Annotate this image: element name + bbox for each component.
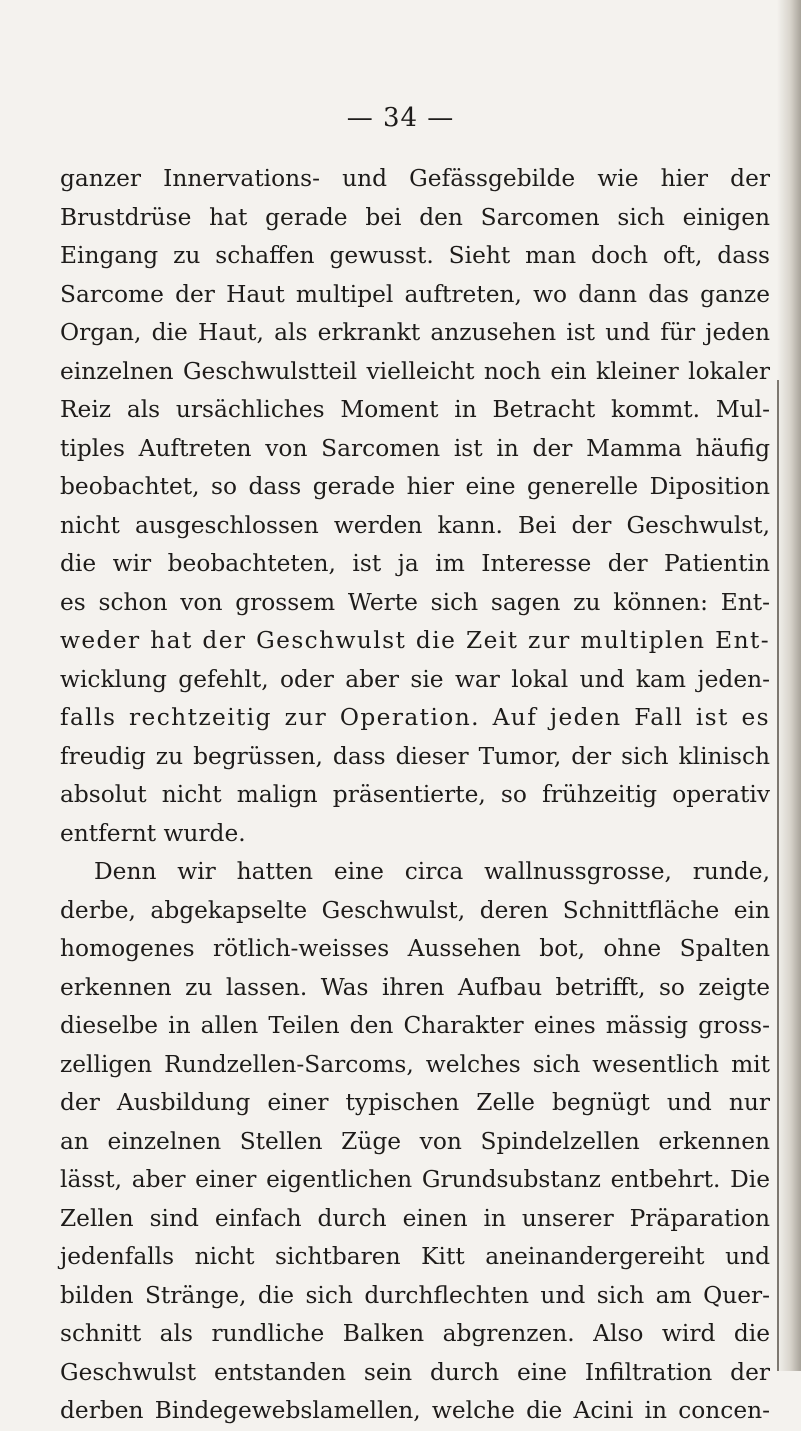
page-edge-shadow xyxy=(777,0,801,1371)
text-line: die wir beobachteten, ist ja im Interesse der Patientin xyxy=(60,550,770,577)
text-line: Brustdrüse hat gerade bei den Sarcomen sich einigen xyxy=(60,203,770,231)
body-text xyxy=(60,160,770,1431)
text-line: dieselbe in allen Teilen den Charakter eines mässig gross- xyxy=(60,1012,770,1039)
page-number: — 34 — xyxy=(346,103,455,133)
text-line: an einzelnen Stellen Züge von Spindelzellen erkennen xyxy=(60,1127,770,1155)
page-edge-line xyxy=(777,380,779,1371)
text-line: Geschwulst entstanden sein durch eine Infiltration der xyxy=(60,1358,770,1386)
text-line: lässt, aber einer eigentlichen Grundsubstanz entbehrt. Die xyxy=(60,1166,770,1193)
text-line: es schon von grossem Werte sich sagen zu können: Ent- xyxy=(60,588,770,616)
text-line: homogenes rötlich-weisses Aussehen bot, ohne Spalten xyxy=(60,935,770,962)
text-line: tiples Auftreten von Sarcomen ist in der Mamma häufig xyxy=(60,434,770,462)
text-line: jedenfalls nicht sichtbaren Kitt aneinandergereiht und xyxy=(60,1243,770,1270)
text-line: falls rechtzeitig zur Operation. Auf jeden Fall ist es xyxy=(60,704,770,731)
text-line: Zellen sind einfach durch einen in unserer Präparation xyxy=(60,1204,770,1232)
text-line: Sarcome der Haut multipel auftreten, wo dann das ganze xyxy=(60,280,770,308)
text-line: einzelnen Geschwulstteil vielleicht noch ein kleiner lokaler xyxy=(60,357,770,385)
text-line: nicht ausgeschlossen werden kann. Bei der Geschwulst, xyxy=(60,511,770,539)
text-line: beobachtet, so dass gerade hier eine generelle Diposition xyxy=(60,473,770,500)
text-line: absolut nicht malign präsentierte, so frühzeitig operativ xyxy=(60,781,770,808)
text-line: zelligen Rundzellen-Sarcoms, welches sich wesentlich mit xyxy=(60,1050,770,1078)
text-line: freudig zu begrüssen, dass dieser Tumor, der sich klinisch xyxy=(60,742,770,770)
text-line: erkennen zu lassen. Was ihren Aufbau betrifft, so zeigte xyxy=(60,973,770,1001)
text-line: entfernt wurde. xyxy=(60,819,246,847)
text-line: Denn wir hatten eine circa wallnussgrosse, runde, xyxy=(94,858,770,885)
text-line: derbe, abgekapselte Geschwulst, deren Schnittfläche ein xyxy=(60,896,770,924)
paragraph-1 xyxy=(60,160,770,853)
text-line: weder hat der Geschwulst die Zeit zur multiplen Ent- xyxy=(60,627,770,654)
text-line: Organ, die Haut, als erkrankt anzusehen ist und für jeden xyxy=(60,319,770,346)
text-line: bilden Stränge, die sich durchflechten und sich am Quer- xyxy=(60,1281,770,1309)
text-line: wicklung gefehlt, oder aber sie war lokal und kam jeden- xyxy=(60,665,770,693)
text-line: Eingang zu schaffen gewusst. Sieht man doch oft, dass xyxy=(60,242,770,269)
paragraph-2 xyxy=(60,853,770,1431)
text-line: schnitt als rundliche Balken abgrenzen. Also wird die xyxy=(60,1320,770,1347)
text-line: derben Bindegewebslamellen, welche die Acini in concen- xyxy=(60,1397,770,1424)
text-line: ganzer Innervations- und Gefässgebilde wie hier der xyxy=(60,165,770,192)
text-line: der Ausbildung einer typischen Zelle begnügt und nur xyxy=(60,1089,770,1116)
text-line: Reiz als ursächliches Moment in Betracht kommt. Mul- xyxy=(60,396,770,423)
